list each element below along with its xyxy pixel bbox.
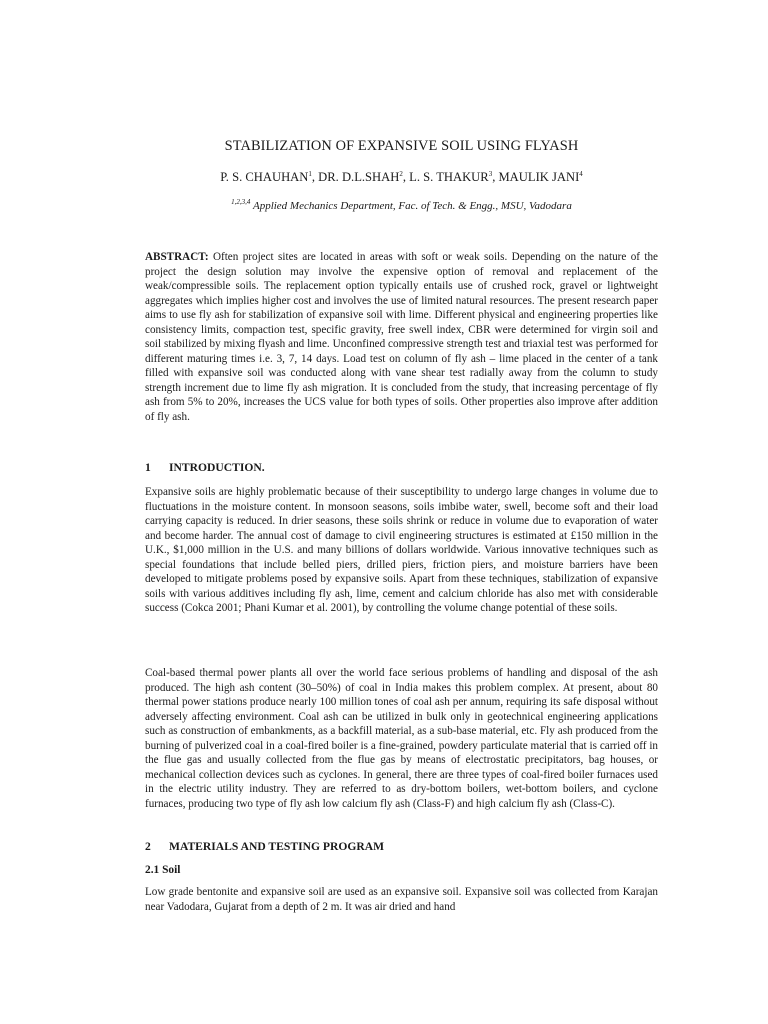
- section-number: 1: [145, 461, 151, 474]
- section-title: INTRODUCTION.: [169, 461, 265, 474]
- abstract: [145, 250, 658, 425]
- author-separator: ,: [311, 170, 319, 184]
- affiliation-text: Applied Mechanics Department, Fac. of Tech. & Engg., MSU, Vadodara: [250, 200, 572, 212]
- author-list: [145, 170, 658, 185]
- author-name: L. S. THAKUR: [409, 170, 489, 184]
- author-superscript: 1: [308, 170, 312, 178]
- body-paragraph: Coal-based thermal power plants all over the world face serious problems of handling and disposal of the ash produced. The high ash content (30–50%) of coal in India makes this problem complex. At present, about 80 thermal power stations produce nearly 100 million tones of coal ash per annum, requiring its safe disposal without adversely affecting environment. Coal ash can be utilized in bulk only in geotechnical engineering applications such as construction of embankments, as a backfill material, as a sub-base material, etc. Fly ash produced from the burning of pulverized coal in a coal-fired boiler is a fine-grained, powdery particulate material that is carried off in the flue gas and usually collected from the flue gas by means of electrostatic precipitators, bag houses, or mechanical collection devices such as cyclones. In general, there are three types of coal-fired boiler furnaces used in the electric utility industry. They are referred to as dry-bottom boilers, wet-bottom boilers, and cyclone furnaces, producing two type of fly ash low calcium fly ash (Class-F) and high calcium fly ash (Class-C).: [145, 667, 658, 810]
- section-title: MATERIALS AND TESTING PROGRAM: [169, 840, 385, 853]
- subsection-heading-soil: 2.1 Soil: [145, 864, 181, 876]
- section-heading-introduction: [145, 461, 265, 474]
- affiliation-superscript: 1,2,3,4: [231, 198, 251, 206]
- body-paragraph: Expansive soils are highly problematic because of their susceptibility to undergo large changes in volume due to fluctuations in the moisture content. In monsoon seasons, soils imbibe water, swell, become soft and their load carrying capacity is reduced. In drier seasons, these soils shrink or reduce in volume due to evaporation of water and become harder. The annual cost of damage to civil engineering structures is estimated at £150 million in the U.K., $1,000 million in the U.S. and many billions of dollars worldwide. Various innovative techniques such as special foundations that include belled piers, drilled piers, friction piers, and moisture barriers have been developed to mitigate problems posed by expansive soils. Apart from these techniques, stabilization of expansive soils with various additives including fly ash, lime, cement and calcium chloride has also met with considerable success (Cokca 2001; Phani Kumar et al. 2001), by controlling the volume change potential of these soils.: [145, 486, 658, 615]
- author-name: DR. D.L.SHAH: [318, 170, 400, 184]
- author-name: P. S. CHAUHAN: [220, 170, 309, 184]
- author-separator: ,: [402, 170, 410, 184]
- author-superscript: 4: [579, 170, 583, 178]
- author-superscript: 3: [488, 170, 493, 178]
- author-superscript: 2: [399, 170, 403, 178]
- section-heading-materials: [145, 840, 384, 853]
- affiliation: [145, 200, 658, 212]
- body-paragraph: Low grade bentonite and expansive soil are used as an expansive soil. Expansive soil was collected from Karajan near Vadodara, Gujarat from a depth of 2 m. It was air dried and hand: [145, 886, 658, 913]
- section-number: 2: [145, 840, 151, 853]
- abstract-text: Often project sites are located in areas with soft or weak soils. Depending on the nature of the project the design solution may involve the expensive option of removal and replacement of the weak/compressible soils. The replacement option typically entails use of crushed rock, gravel or lightweight aggregates which implies higher cost and involves the use of limited natural resources. The present research paper aims to use fly ash for stabilization of expansive soil with lime. Different physical and engineering properties like consistency limits, compaction test, specific gravity, free swell index, CBR were determined for virgin soil and soil stabilized by mixing flyash and lime. Unconfined compressive strength test and triaxial test was performed for different maturing times i.e. 3, 7, 14 days. Load test on column of fly ash – lime placed in the center of a tank filled with expansive soil was conducted along with vane shear test radially away from the column to study strength increment due to lime fly ash migration. It is concluded from the study, that increasing percentage of fly ash from 5% to 20%, increases the UCS value for both types of soils. Other properties also improve after addition of fly ash.: [145, 251, 658, 424]
- author-name: MAULIK JANI: [498, 170, 580, 184]
- abstract-label: ABSTRACT:: [145, 251, 209, 263]
- author-separator: ,: [492, 170, 499, 184]
- paper-title: STABILIZATION OF EXPANSIVE SOIL USING FLYASH: [224, 138, 579, 154]
